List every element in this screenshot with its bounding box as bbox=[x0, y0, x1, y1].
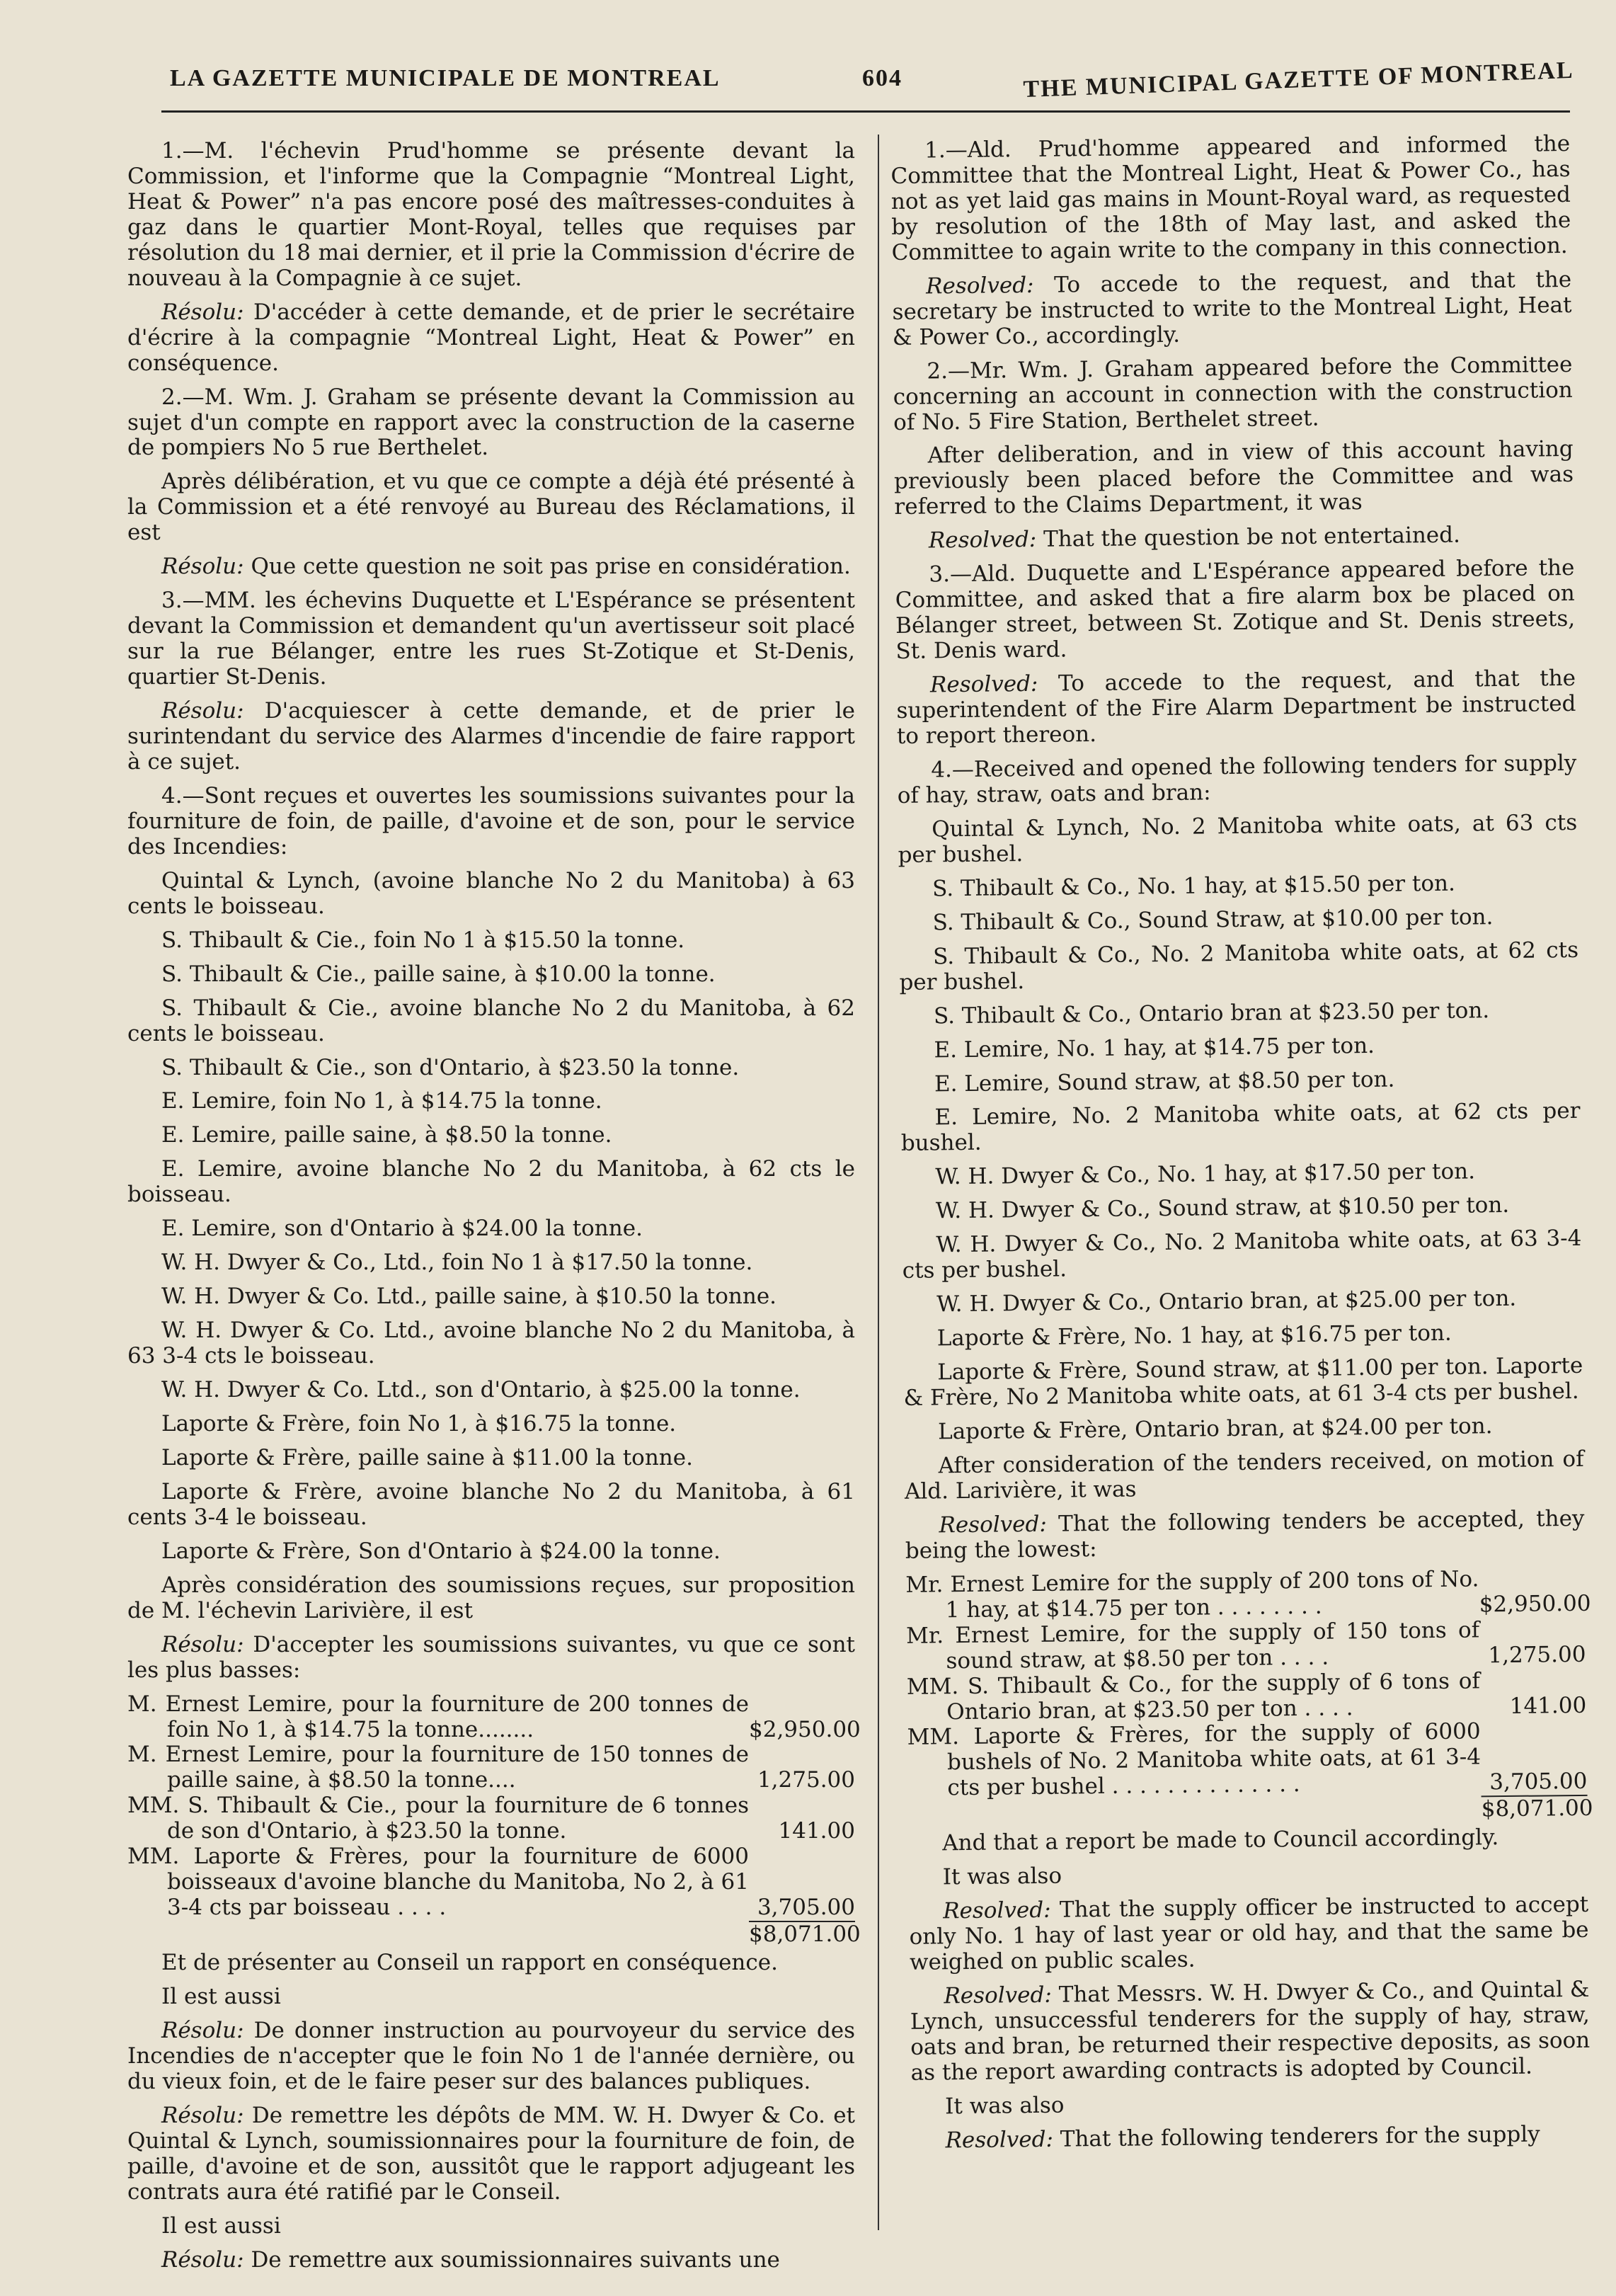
fr-item-2: 2.—M. Wm. J. Graham se présente devant la Commission au sujet d'un compte en rapport avec la construction de la caserne de pompiers No 5 rue Berthelet. bbox=[127, 384, 855, 461]
en-tender: E. Lemire, No. 2 Manitoba white oats, at 62 cts per bushel. bbox=[900, 1098, 1581, 1157]
en-tender: S. Thibault & Co., No. 2 Manitoba white oats, at 62 cts per bushel. bbox=[899, 937, 1579, 995]
fr-tender: W. H. Dwyer & Co. Ltd., paille saine, à $10.50 la tonne. bbox=[161, 1284, 777, 1310]
en-item-1: 1.—Ald. Prud'homme appeared and informed the Committee that the Montreal Light, Heat & Power Co., has not as yet laid gas mains in Mount-Royal ward, as requested by resolution of the 18th of May last, and asked the Committee to again write to the company in this connection. bbox=[890, 130, 1571, 265]
resolved-label: Resolved: bbox=[943, 1897, 1051, 1924]
table-total-row: $8,071.00 bbox=[1481, 1795, 1593, 1822]
resolved-label: Resolved: bbox=[925, 272, 1034, 299]
fr-also: Il est aussi bbox=[161, 1984, 281, 2010]
fr-tender: S. Thibault & Cie., avoine blanche No 2 du Manitoba, à 62 cents le boisseau. bbox=[127, 995, 855, 1046]
en-deliberation: After deliberation, and in view of this account having previously been placed before the Committee and was referred to the Claims Department, it was bbox=[893, 436, 1574, 520]
fr-tender: S. Thibault & Cie., foin No 1 à $15.50 la tonne. bbox=[161, 927, 685, 953]
en-tender: E. Lemire, Sound straw, at $8.50 per ton. bbox=[934, 1066, 1395, 1097]
en-tender: W. H. Dwyer & Co., Ontario bran, at $25.00 per ton. bbox=[936, 1286, 1517, 1318]
resolved-label: Résolu: bbox=[161, 299, 244, 325]
fr-tender: W. H. Dwyer & Co., Ltd., foin No 1 à $17.50 la tonne. bbox=[161, 1250, 753, 1276]
fr-tender: E. Lemire, paille saine, à $8.50 la tonne. bbox=[161, 1122, 612, 1148]
header-rule bbox=[161, 110, 1570, 113]
en-tender: Laporte & Frère, Ontario bran, at $24.00 per ton. bbox=[937, 1413, 1493, 1445]
en-resolution-3: Resolved: To accede to the request, and that the superintendent of the Fire Alarm Department be instructed to report thereon. bbox=[896, 666, 1576, 749]
fr-item-3: 3.—MM. les échevins Duquette et L'Espérance se présentent devant la Commission et demandent qu'un avertisseur soit placé sur la rue Bélanger, entre les rues St-Zotique et St-Denis, quartier St-Denis. bbox=[127, 588, 855, 690]
en-resolution-5: Resolved: That the supply officer be instructed to accept only No. 1 hay of last year or old hay, and that the same be weighed on public scales. bbox=[909, 1891, 1589, 1975]
en-tender: W. H. Dwyer & Co., Sound straw, at $10.50 per ton. bbox=[935, 1192, 1510, 1224]
header-right-title: THE MUNICIPAL GAZETTE OF MONTREAL bbox=[1023, 57, 1575, 103]
en-item-4: 4.—Received and opened the following tenders for supply of hay, straw, oats and bran: bbox=[897, 750, 1577, 809]
fr-resolution-7: Résolu: De remettre aux soumissionnaires suivants une bbox=[161, 2246, 780, 2273]
table-row: Mr. Ernest Lemire for the supply of 200 tons of No. 1 hay, at $14.75 per ton . . . . . . . . $2,950.00 bbox=[905, 1566, 1591, 1623]
en-consideration: After consideration of the tenders received, on motion of Ald. Larivière, it was bbox=[904, 1446, 1584, 1504]
fr-resolution-6: Résolu: De remettre les dépôts de MM. W. H. Dwyer & Co. et Quintal & Lynch, soumissionnaires pour la fourniture de foin, de paille, d'avoine et de son, aussitôt que le rapport adjugeant les contrats aura été ratifié par le Conseil. bbox=[127, 2102, 855, 2205]
en-tender: Laporte & Frère, No. 1 hay, at $16.75 per ton. bbox=[936, 1320, 1452, 1352]
fr-item-4: 4.—Sont reçues et ouvertes les soumissions suivantes pour la fourniture de foin, de paille, d'avoine et de son, pour le service des Incendies: bbox=[127, 782, 855, 859]
fr-tender: S. Thibault & Cie., paille saine, à $10.00 la tonne. bbox=[161, 961, 716, 987]
fr-tender: Laporte & Frère, foin No 1, à $16.75 la tonne. bbox=[161, 1410, 677, 1437]
table-total-row: $8,071.00 bbox=[749, 1921, 861, 1948]
table-row: MM. Laporte & Frères, pour la fourniture de 6000 boisseaux d'avoine blanche du Manitoba, No 2, à 61 3-4 cts par boisseau . . . . 3,705.00 bbox=[127, 1844, 855, 1921]
table-row: Mr. Ernest Lemire, for the supply of 150 tons of sound straw, at $8.50 per ton . . . . 1,275.00 bbox=[905, 1617, 1586, 1674]
fr-also: Il est aussi bbox=[161, 2212, 281, 2239]
en-tender: E. Lemire, No. 1 hay, at $14.75 per ton. bbox=[934, 1032, 1375, 1063]
page-number: 604 bbox=[862, 65, 902, 91]
table-row: M. Ernest Lemire, pour la fourniture de 200 tonnes de foin No 1, à $14.75 la tonne........ $2,950.00 bbox=[127, 1691, 861, 1742]
resolved-label: Résolu: bbox=[161, 554, 244, 580]
en-tender: S. Thibault & Co., Ontario bran at $23.50 per ton. bbox=[933, 997, 1490, 1029]
column-divider bbox=[878, 135, 879, 2230]
fr-tender: Laporte & Frère, paille saine à $11.00 la tonne. bbox=[161, 1444, 693, 1470]
resolved-label: Resolved: bbox=[929, 670, 1038, 698]
fr-tender: E. Lemire, son d'Ontario à $24.00 la tonne. bbox=[161, 1216, 643, 1242]
en-resolution-2: Resolved: That the question be not entertained. bbox=[928, 522, 1461, 554]
table-row: MM. S. Thibault & Co., for the supply of 6 tons of Ontario bran, at $23.50 per ton . . . . 141.00 bbox=[906, 1667, 1587, 1725]
en-tender: W. H. Dwyer & Co., No. 2 Manitoba white oats, at 63 3-4 cts per bushel. bbox=[902, 1226, 1582, 1284]
fr-tender: W. H. Dwyer & Co. Ltd., avoine blanche No 2 du Manitoba, à 63 3-4 cts le boisseau. bbox=[127, 1318, 855, 1369]
fr-tender: E. Lemire, avoine blanche No 2 du Manitoba, à 62 cts le boisseau. bbox=[127, 1156, 855, 1208]
en-also: It was also bbox=[944, 2092, 1065, 2120]
resolved-label: Resolved: bbox=[944, 1982, 1052, 2009]
fr-tender: Quintal & Lynch, (avoine blanche No 2 du Manitoba) à 63 cents le boisseau. bbox=[127, 867, 855, 919]
fr-item-1: 1.—M. l'échevin Prud'homme se présente devant la Commission, et l'informe que la Compagnie “Montreal Light, Heat & Power” n'a pas encore posé des maîtresses-conduites à gaz dans le quartier Mont-Royal, telles que requises par résolution du 18 mai dernier, et il prie la Commission d'écrire de nouveau à la Compagnie à ce sujet. bbox=[127, 138, 855, 291]
en-report: And that a report be made to Council accordingly. bbox=[942, 1824, 1499, 1856]
fr-tender: W. H. Dwyer & Co. Ltd., son d'Ontario, à $25.00 la tonne. bbox=[161, 1377, 801, 1403]
fr-tender: Laporte & Frère, Son d'Ontario à $24.00 la tonne. bbox=[161, 1538, 721, 1564]
resolved-label: Résolu: bbox=[161, 2246, 244, 2273]
resolved-label: Résolu: bbox=[161, 698, 244, 724]
en-tender: Quintal & Lynch, No. 2 Manitoba white oats, at 63 cts per bushel. bbox=[898, 809, 1578, 868]
table-row: M. Ernest Lemire, pour la fourniture de 150 tonnes de paille saine, à $8.50 la tonne.... 1,275.00 bbox=[127, 1742, 855, 1793]
en-item-2: 2.—Mr. Wm. J. Graham appeared before the Committee concerning an account in connection with the construction of No. 5 Fire Station, Berthelet street. bbox=[893, 351, 1573, 435]
fr-resolution-5: Résolu: De donner instruction au pourvoyeur du service des Incendies de n'accepter que le foin No 1 de l'année dernière, ou du vieux foin, et de le faire peser sur des balances publiques. bbox=[127, 2018, 855, 2094]
fr-report: Et de présenter au Conseil un rapport en conséquence. bbox=[161, 1950, 778, 1976]
en-tender: W. H. Dwyer & Co., No. 1 hay, at $17.50 per ton. bbox=[935, 1158, 1476, 1190]
en-accepted-tenders-table bbox=[905, 1566, 1593, 1829]
fr-resolution-1: Résolu: D'accéder à cette demande, et de prier le secrétaire d'écrire à la compagnie “Montreal Light, Heat & Power” en conséquence. bbox=[127, 299, 856, 376]
resolved-label: Résolu: bbox=[161, 1631, 244, 1657]
table-row: MM. Laporte & Frères, for the supply of 6000 bushels of No. 2 Manitoba white oats, at 61 3-4 cts per bushel . . . . . . . . . . . . . . 3,705.00 bbox=[907, 1718, 1588, 1801]
resolved-label: Résolu: bbox=[161, 2018, 244, 2043]
en-item-3: 3.—Ald. Duquette and L'Espérance appeared before the Committee, and asked that a fire alarm box be placed on Bélanger street, between St. Zotique and St. Denis streets, St. Denis ward. bbox=[895, 555, 1576, 665]
resolved-label: Resolved: bbox=[928, 527, 1037, 554]
en-tender: S. Thibault & Co., No. 1 hay, at $15.50 per ton. bbox=[932, 870, 1456, 902]
en-resolution-7: Resolved: That the following tenderers for the supply bbox=[945, 2121, 1540, 2154]
en-tender: S. Thibault & Co., Sound Straw, at $10.00 per ton. bbox=[932, 903, 1494, 936]
header-left-title: LA GAZETTE MUNICIPALE DE MONTREAL bbox=[170, 65, 721, 91]
fr-tender: E. Lemire, foin No 1, à $14.75 la tonne. bbox=[161, 1088, 602, 1114]
fr-resolution-3: Résolu: D'acquiescer à cette demande, et de prier le surintendant du service des Alarmes d'incendie de faire rapport à ce sujet. bbox=[127, 698, 855, 775]
en-tender: Laporte & Frère, Sound straw, at $11.00 per ton. Laporte & Frère, No 2 Manitoba white oats, at 61 3-4 cts per bushel. bbox=[903, 1352, 1583, 1411]
en-resolution-1: Resolved: To accede to the request, and that the secretary be instructed to write to the Montreal Light, Heat & Power Co., accordingly. bbox=[892, 266, 1572, 350]
resolved-label: Resolved: bbox=[939, 1511, 1048, 1538]
fr-deliberation: Après délibération, et vu que ce compte a déjà été présenté à la Commission et a été renvoyé au Bureau des Réclamations, il est bbox=[127, 469, 855, 546]
french-column bbox=[127, 138, 861, 2282]
en-resolution-6: Resolved: That Messrs. W. H. Dwyer & Co., and Quintal & Lynch, unsuccessful tenderers for the supply of hay, straw, oats and bran, be returned their respective deposits, as soon as the report awarding contracts is adopted by Council. bbox=[910, 1976, 1591, 2086]
fr-resolution-2: Résolu: Que cette question ne soit pas prise en considération. bbox=[161, 554, 851, 580]
fr-resolution-4: Résolu: D'accepter les soumissions suivantes, vu que ce sont les plus basses: bbox=[127, 1631, 855, 1683]
fr-tender: S. Thibault & Cie., son d'Ontario, à $23.50 la tonne. bbox=[161, 1054, 740, 1080]
table-row: MM. S. Thibault & Cie., pour la fourniture de 6 tonnes de son d'Ontario, à $23.50 la tonne. 141.00 bbox=[127, 1793, 855, 1844]
resolved-label: Résolu: bbox=[161, 2102, 244, 2128]
en-resolution-4: Resolved: That the following tenders be accepted, they being the lowest: bbox=[905, 1505, 1585, 1564]
fr-consideration: Après considération des soumissions reçues, sur proposition de M. l'échevin Larivière, il est bbox=[127, 1572, 855, 1623]
resolved-label: Resolved: bbox=[945, 2126, 1054, 2154]
en-also: It was also bbox=[942, 1863, 1062, 1890]
fr-tender: Laporte & Frère, avoine blanche No 2 du Manitoba, à 61 cents 3-4 le boisseau. bbox=[127, 1478, 855, 1530]
english-column bbox=[890, 132, 1591, 2163]
fr-accepted-tenders-table bbox=[127, 1691, 861, 1948]
